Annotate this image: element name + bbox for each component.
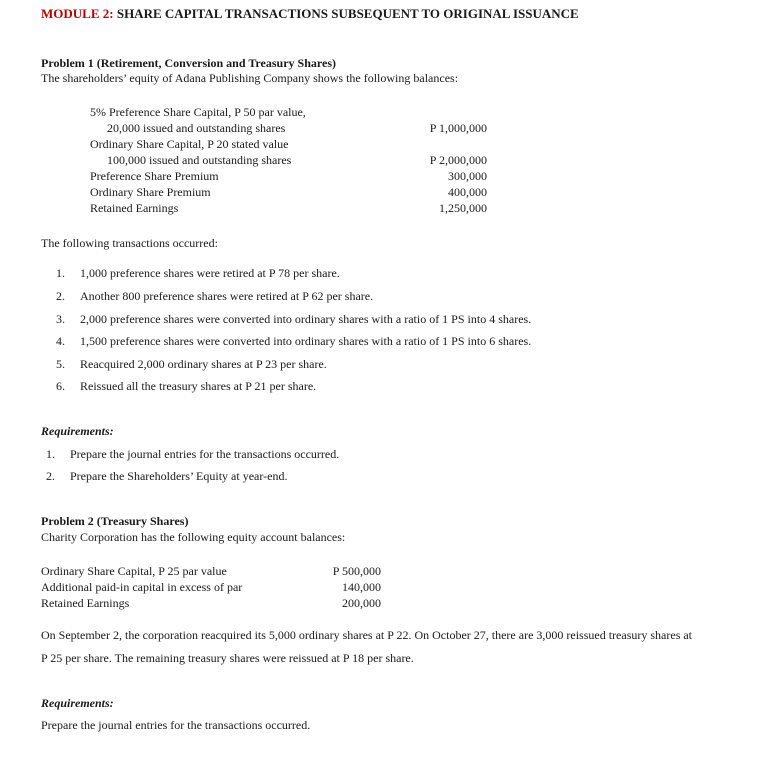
list-item-number: 1. <box>56 266 65 280</box>
pref-premium-amount: 300,000 <box>448 169 487 183</box>
module-prefix: MODULE 2: <box>41 6 114 21</box>
problem1-intro: The shareholders’ equity of Adana Publishing Company shows the following balances: <box>41 71 459 85</box>
ord-cap-line1: Ordinary Share Capital, P 20 stated value <box>90 137 289 151</box>
problem2-narrative-line2: P 25 per share. The remaining treasury shares were reissued at P 18 per share. <box>41 651 414 665</box>
list-item: Another 800 preference shares were retired at P 62 per share. <box>80 289 374 303</box>
pref-cap-amount: P 1,000,000 <box>429 121 487 135</box>
module-title-text: SHARE CAPITAL TRANSACTIONS SUBSEQUENT TO ORIGINAL ISSUANCE <box>116 6 579 21</box>
module-title <box>41 7 579 21</box>
p2-balance-amount: 200,000 <box>342 596 381 610</box>
pref-premium-label: Preference Share Premium <box>90 169 219 183</box>
list-item-number: 2. <box>56 289 65 303</box>
p2-balance-amount: P 500,000 <box>332 564 381 578</box>
problem2-intro: Charity Corporation has the following equity account balances: <box>41 530 346 544</box>
p2-balance-label: Ordinary Share Capital, P 25 par value <box>41 564 227 578</box>
list-item-number: 4. <box>56 334 65 348</box>
ord-premium-amount: 400,000 <box>448 185 487 199</box>
requirements-label: Requirements: <box>41 696 114 710</box>
requirements-label: Requirements: <box>41 424 114 438</box>
problem2-heading: Problem 2 (Treasury Shares) <box>41 514 189 528</box>
ord-premium-label: Ordinary Share Premium <box>90 185 211 199</box>
list-item-number: 3. <box>56 312 65 326</box>
list-item-number: 2. <box>46 469 55 483</box>
pref-cap-line1: 5% Preference Share Capital, P 50 par value, <box>90 105 306 119</box>
list-item: Reacquired 2,000 ordinary shares at P 23 per share. <box>80 357 327 371</box>
list-item: 1,500 preference shares were converted into ordinary shares with a ratio of 1 PS into 6 shares. <box>80 334 532 348</box>
list-item: Prepare the Shareholders’ Equity at year-end. <box>70 469 288 483</box>
ord-cap-line2: 100,000 issued and outstanding shares <box>107 153 292 167</box>
list-item-number: 1. <box>46 447 55 461</box>
list-item-number: 6. <box>56 379 65 393</box>
retained-amount: 1,250,000 <box>439 201 487 215</box>
list-item: 2,000 preference shares were converted into ordinary shares with a ratio of 1 PS into 4 shares. <box>80 312 532 326</box>
problem2-requirement: Prepare the journal entries for the transactions occurred. <box>41 718 311 732</box>
problem2-narrative-line1: On September 2, the corporation reacquired its 5,000 ordinary shares at P 22. On October 27, there are 3,000 reissued treasury shares at <box>41 628 693 642</box>
list-item: Prepare the journal entries for the transactions occurred. <box>70 447 340 461</box>
p2-balance-amount: 140,000 <box>342 580 381 594</box>
list-item: Reissued all the treasury shares at P 21 per share. <box>80 379 317 393</box>
problem1-heading: Problem 1 (Retirement, Conversion and Treasury Shares) <box>41 56 336 70</box>
retained-label: Retained Earnings <box>90 201 179 215</box>
transactions-intro: The following transactions occurred: <box>41 236 218 250</box>
p2-balance-label: Retained Earnings <box>41 596 130 610</box>
list-item: 1,000 preference shares were retired at P 78 per share. <box>80 266 340 280</box>
list-item-number: 5. <box>56 357 65 371</box>
ord-cap-amount: P 2,000,000 <box>429 153 487 167</box>
p2-balance-label: Additional paid-in capital in excess of par <box>41 580 243 594</box>
pref-cap-line2: 20,000 issued and outstanding shares <box>107 121 286 135</box>
